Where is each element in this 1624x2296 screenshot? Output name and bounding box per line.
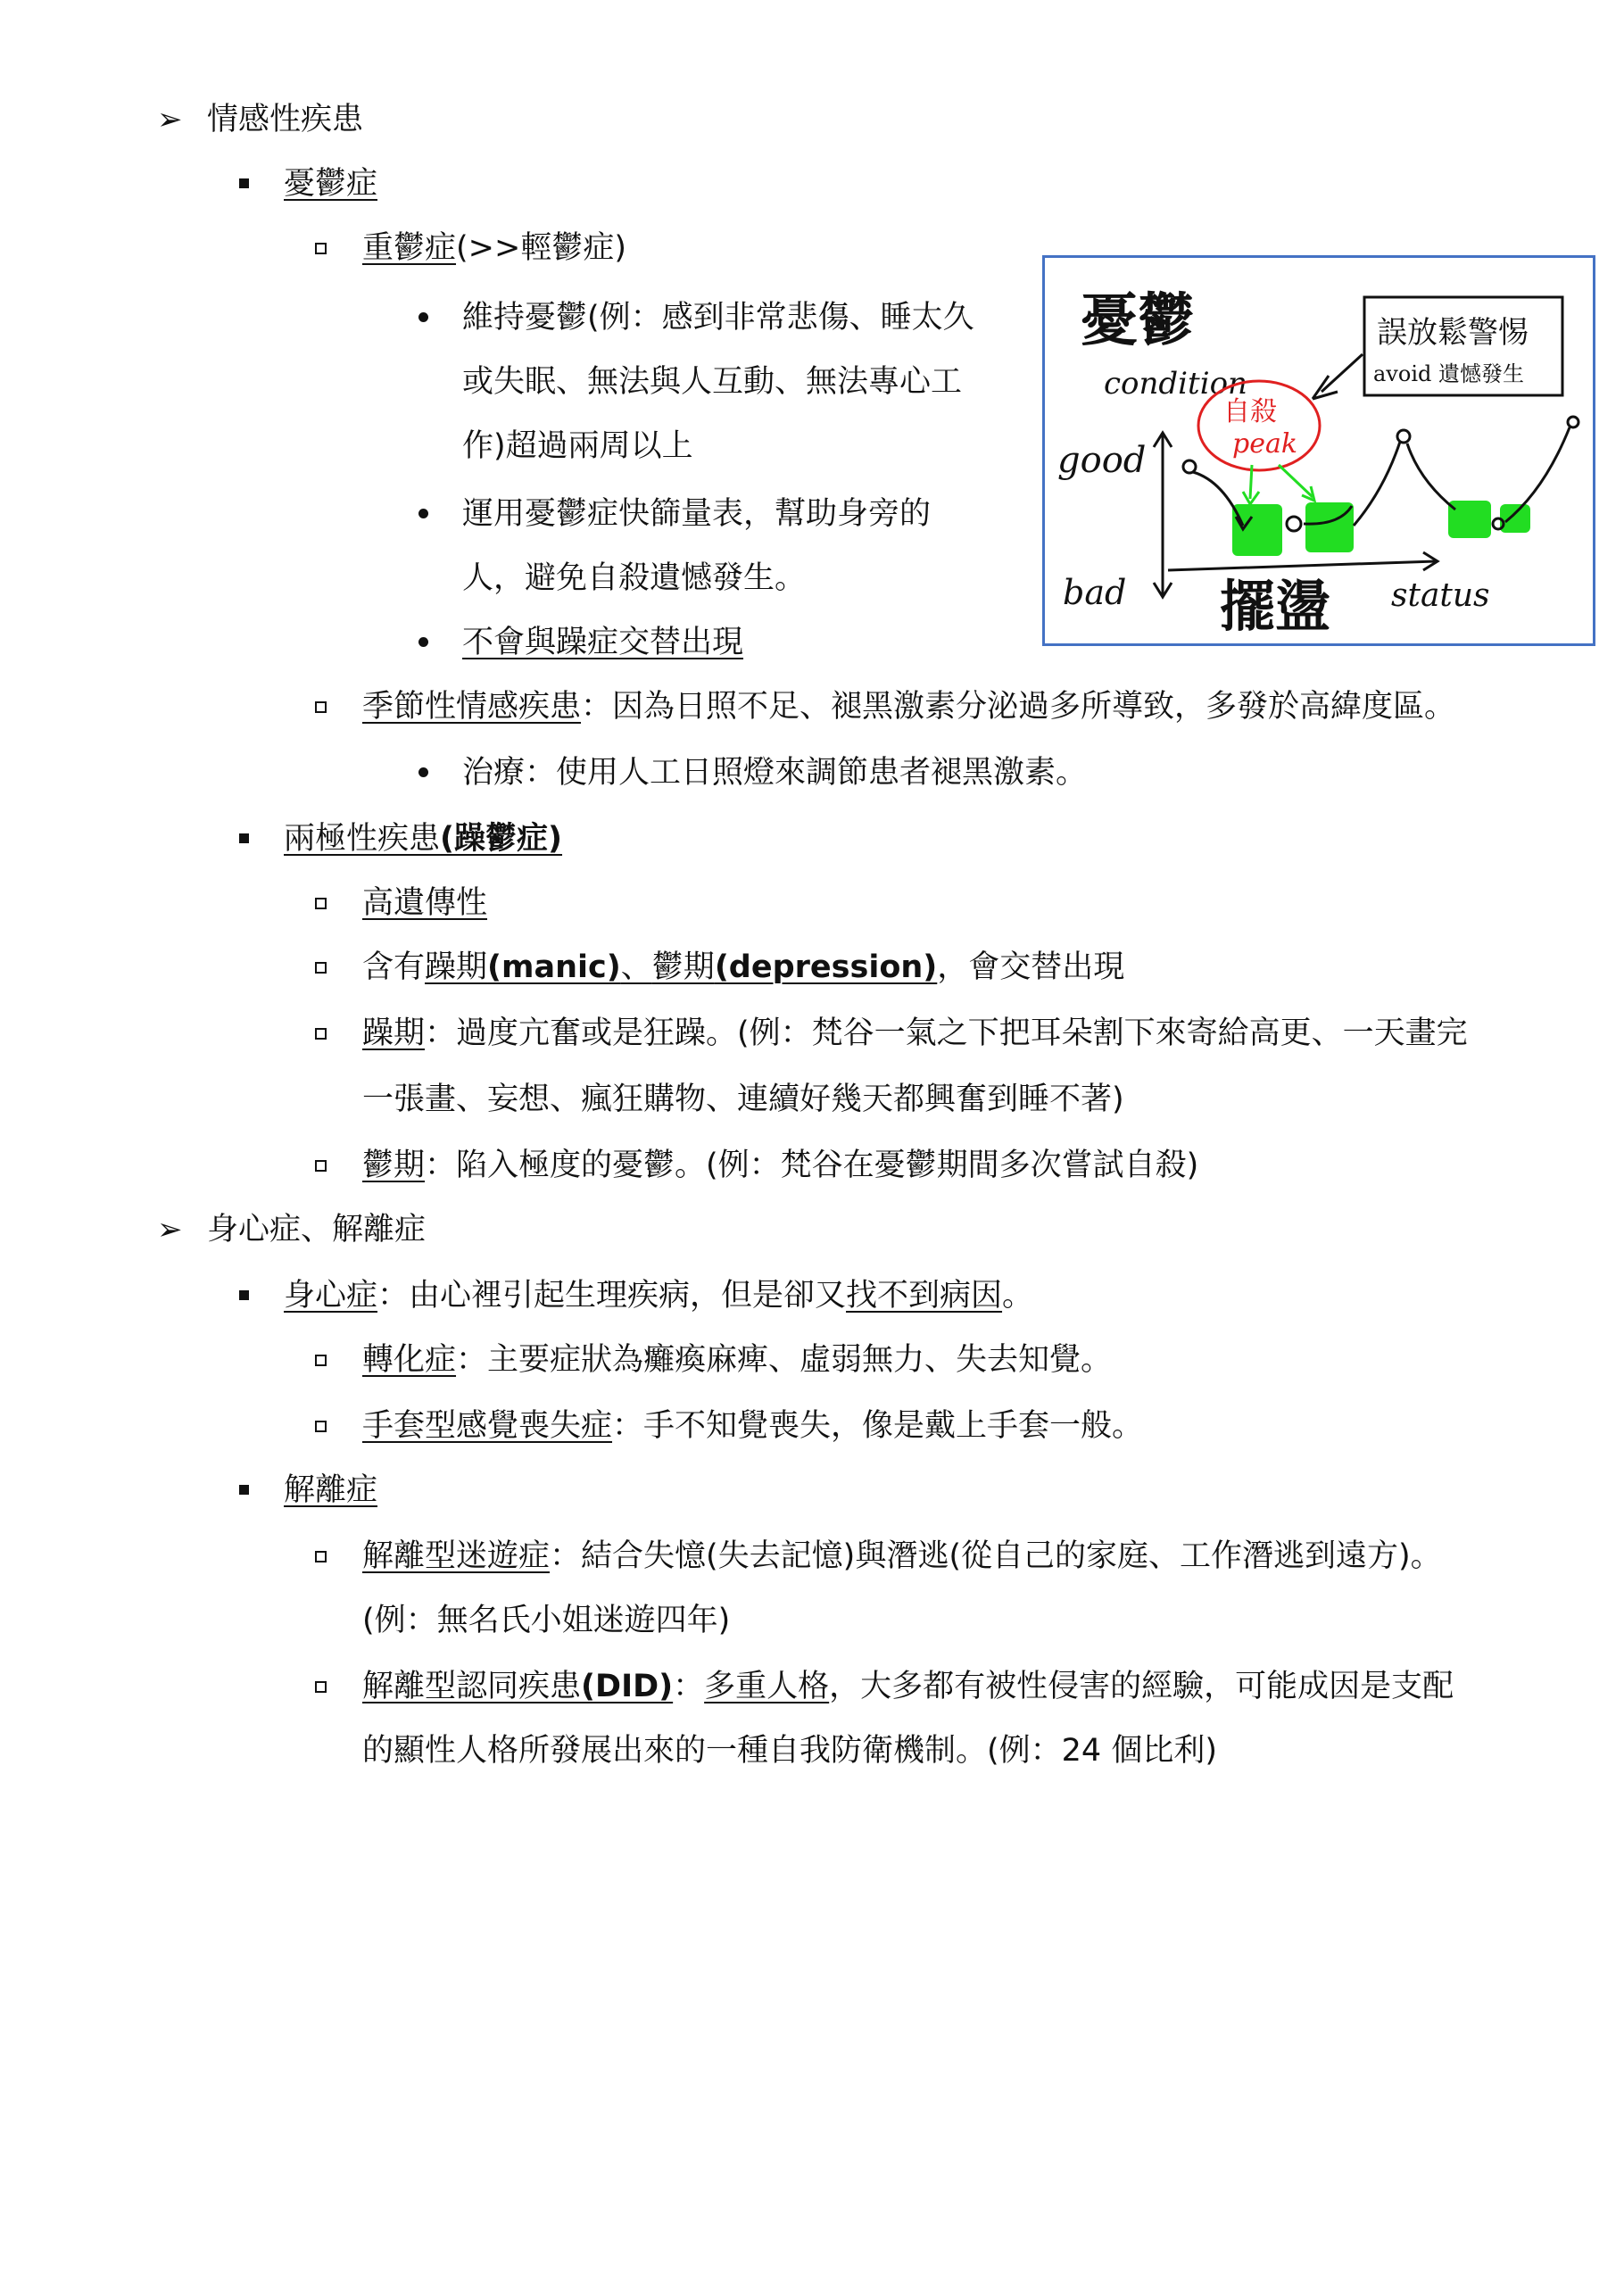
hollow-square-bullet-icon [315, 1355, 327, 1366]
square-bullet-icon [239, 833, 249, 843]
heading-depression: 憂鬱症 [284, 166, 378, 202]
status-label: status [1391, 577, 1490, 614]
square-bullet-icon [239, 1290, 249, 1300]
green-low-block-4 [1500, 504, 1530, 533]
curve-point [1287, 517, 1301, 531]
depressive-phase: 鬱期：陷入極度的憂鬱。(例：梵谷在憂鬱期間多次嘗試自殺) [362, 1148, 1199, 1183]
dissociative-identity: 解離型認同疾患(DID)：多重人格，大多都有被性侵害的經驗，可能成因是支配 [362, 1669, 1454, 1704]
round-bullet-icon [418, 637, 428, 647]
arrow-bullet-icon: ➢ [157, 1212, 183, 1247]
swing-label: 擺盪 [1220, 574, 1331, 639]
major-depression-detail-1-cont: 或失眠、無法與人互動、無法專心工 [462, 364, 963, 400]
item-major-depression: 重鬱症(>>輕鬱症) [362, 230, 626, 266]
mood-curve-down-2 [1407, 443, 1455, 510]
conversion-disorder: 轉化症：主要症狀為癱瘓麻痺、虛弱無力、失去知覺。 [362, 1342, 1113, 1378]
bipolar-phases: 含有躁期(manic)、鬱期(depression)，會交替出現 [362, 949, 1125, 985]
heading-psychosomatic: 身心症：由心裡引起生理疾病，但是卻又找不到病因。 [284, 1278, 1034, 1314]
square-bullet-icon [239, 1485, 249, 1495]
hollow-square-bullet-icon [315, 1681, 327, 1693]
manic-phase-cont: 一張畫、妄想、瘋狂購物、連續好幾天都興奮到睡不著) [362, 1082, 1124, 1117]
bad-label: bad [1063, 573, 1127, 612]
major-depression-detail-2-cont: 人，避免自殺遺憾發生。 [462, 560, 807, 596]
figure-drawing [1045, 258, 1593, 643]
green-low-block-1 [1232, 504, 1282, 556]
peak-label: peak [1232, 428, 1298, 460]
curve-point [1568, 417, 1578, 427]
hollow-square-bullet-icon [315, 962, 327, 974]
handwritten-mood-figure [1042, 255, 1595, 646]
dissociative-fugue-example: (例：無名氏小姐迷遊四年) [362, 1603, 731, 1638]
item-seasonal-affective: 季節性情感疾患：因為日照不足、褪黑激素分泌過多所導致，多發於高緯度區。 [362, 689, 1456, 725]
square-bullet-icon [239, 178, 249, 188]
manic-phase: 躁期：過度亢奮或是狂躁。(例：梵谷一氣之下把耳朵割下來寄給高更、一天畫完 [362, 1015, 1468, 1051]
note-arrow [1322, 354, 1363, 392]
major-depression-detail-1-cont2: 作)超過兩周以上 [462, 428, 693, 464]
major-depression-detail-1: 維持憂鬱(例：感到非常悲傷、睡太久 [462, 300, 974, 336]
curve-point [1397, 430, 1410, 443]
green-low-block-3 [1448, 501, 1491, 538]
section-heading-affective: 情感性疾患 [207, 102, 364, 137]
note-line-2: avoid 遺憾發生 [1373, 361, 1524, 386]
note-line-1: 誤放鬆警惕 [1377, 315, 1529, 351]
hollow-square-bullet-icon [315, 243, 327, 254]
figure-title: 憂鬱 [1081, 287, 1195, 354]
suicide-label: 自殺 [1223, 396, 1277, 427]
heading-dissociative: 解離症 [284, 1472, 378, 1508]
condition-label: condition [1104, 366, 1247, 402]
green-low-block-2 [1305, 502, 1354, 552]
mood-curve-up-2 [1354, 442, 1400, 526]
hollow-square-bullet-icon [315, 1160, 327, 1172]
hollow-square-bullet-icon [315, 1551, 327, 1562]
hollow-square-bullet-icon [315, 1028, 327, 1040]
dissociative-fugue: 解離型迷遊症：結合失憶(失去記憶)與潛逃(從自己的家庭、工作潛逃到遠方)。 [362, 1538, 1442, 1574]
heading-bipolar: 兩極性疾患(躁鬱症) [284, 821, 563, 857]
hollow-square-bullet-icon [315, 898, 327, 909]
major-depression-detail-3: 不會與躁症交替出現 [462, 625, 744, 660]
major-depression-detail-2: 運用憂鬱症快篩量表，幫助身旁的 [462, 496, 932, 532]
bipolar-heredity: 高遺傳性 [362, 885, 488, 921]
seasonal-treatment: 治療：使用人工日照燈來調節患者褪黑激素。 [462, 755, 1088, 791]
round-bullet-icon [418, 767, 428, 777]
x-axis-line [1168, 561, 1436, 570]
glove-anesthesia: 手套型感覺喪失症：手不知覺喪失，像是戴上手套一般。 [362, 1408, 1144, 1444]
section-heading-somatic: 身心症、解離症 [207, 1212, 427, 1247]
hollow-square-bullet-icon [315, 701, 327, 713]
hollow-square-bullet-icon [315, 1421, 327, 1432]
arrow-bullet-icon: ➢ [157, 102, 183, 137]
round-bullet-icon [418, 312, 428, 322]
round-bullet-icon [418, 509, 428, 518]
dissociative-identity-cont: 的顯性人格所發展出來的一種自我防衛機制。(例：24 個比利) [362, 1733, 1217, 1769]
good-label: good [1057, 440, 1147, 481]
